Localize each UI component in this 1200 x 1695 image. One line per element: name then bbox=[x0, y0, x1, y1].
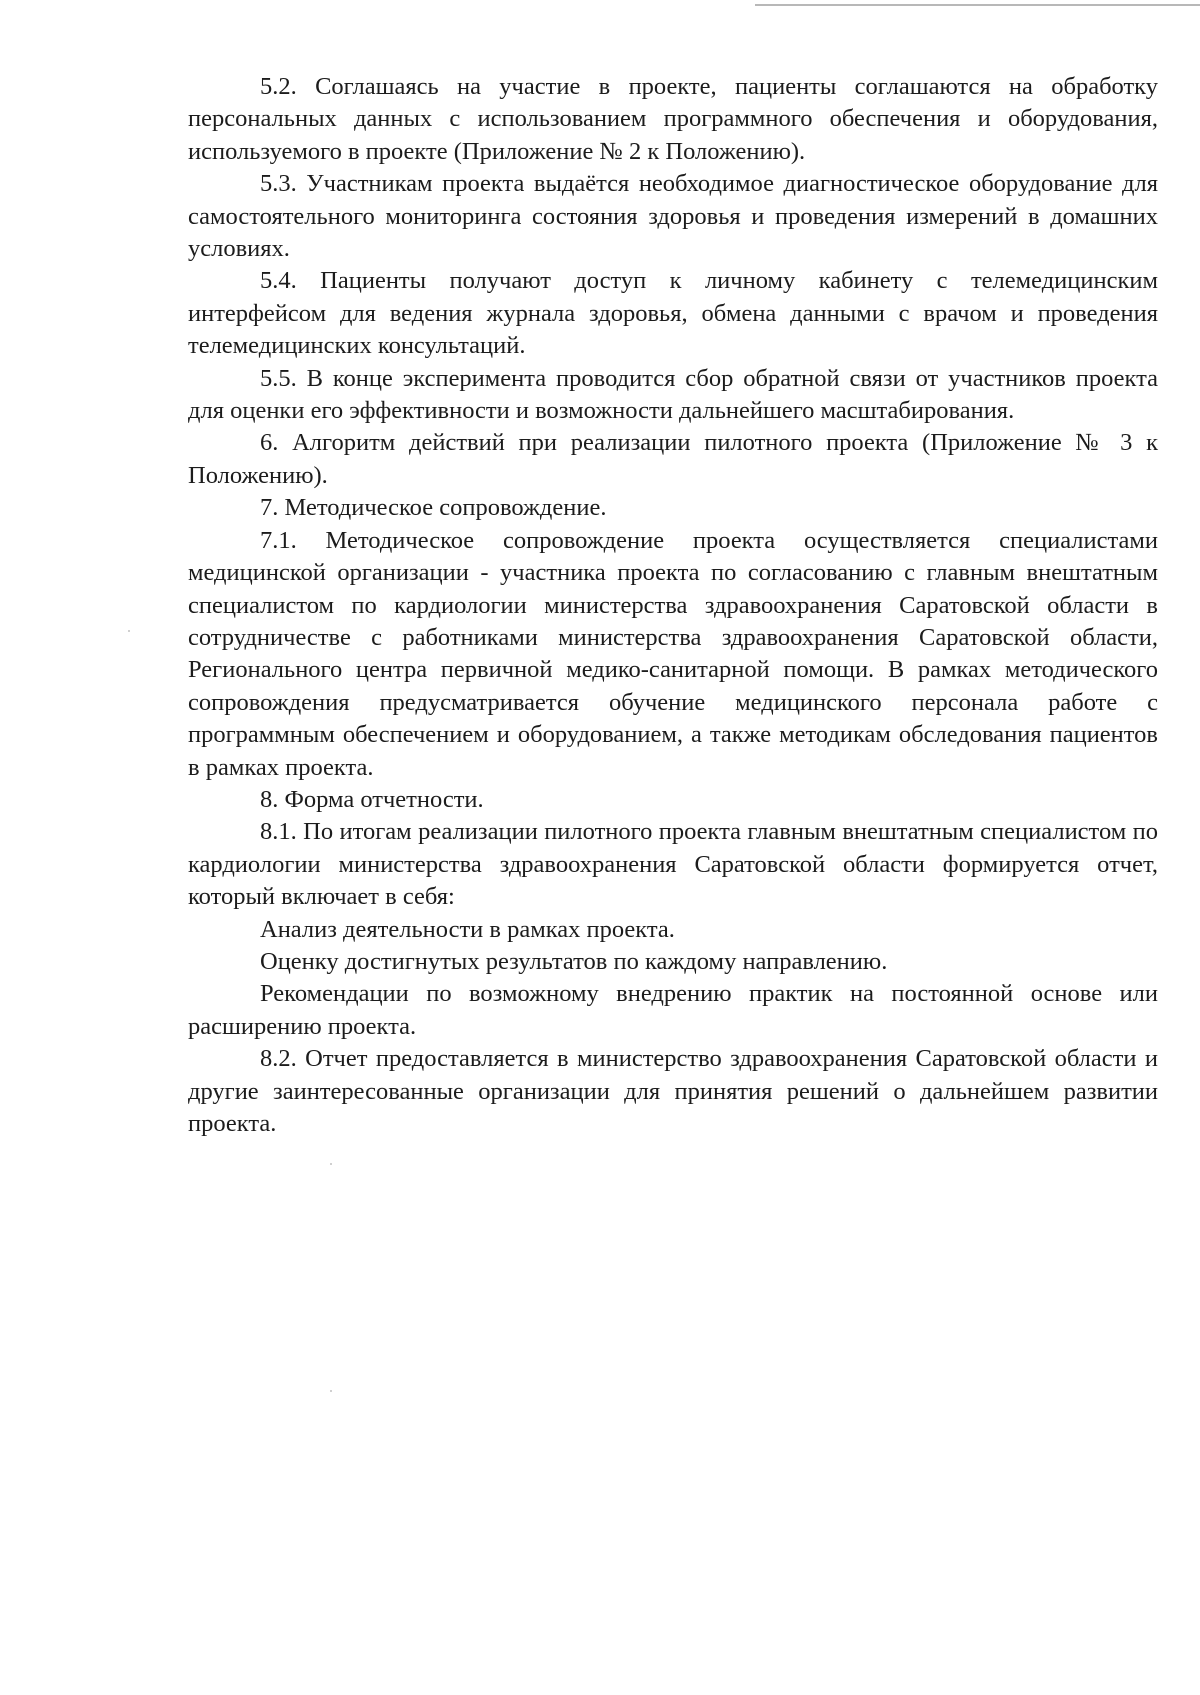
paragraph-5-4: 5.4. Пациенты получают доступ к личному кабинету с телемедицинским интерфейсом для ведения журнала здоровья, обмена данными с врачом и проведения телемедицинских консультаций. bbox=[188, 267, 1158, 360]
report-item-analysis: Анализ деятельности в рамках проекта. bbox=[260, 915, 675, 943]
paragraph-5-3: 5.3. Участникам проекта выдаётся необходимое диагностическое оборудование для самостоятельного мониторинга состояния здоровья и проведения измерений в домашних условиях. bbox=[188, 170, 1158, 263]
paragraph-5-2: 5.2. Соглашаясь на участие в проекте, пациенты соглашаются на обработку персональных данных с использованием программного обеспечения и оборудования, используемого в проекте (Приложение № 2 к Положению). bbox=[188, 73, 1158, 165]
paragraph-5-5: 5.5. В конце эксперимента проводится сбор обратной связи от участников проекта для оценки его эффективности и возможности дальнейшего масштабирования. bbox=[188, 364, 1158, 425]
report-item-results: Оценку достигнутых результатов по каждому направлению. bbox=[260, 947, 888, 975]
heading-7: 7. Методическое сопровождение. bbox=[260, 494, 607, 522]
document-body bbox=[188, 71, 1158, 1140]
paragraph-8-2: 8.2. Отчет предоставляется в министерство здравоохранения Саратовской области и другие заинтересованные организации для принятия решений о дальнейшем развитии проекта. bbox=[188, 1045, 1158, 1137]
scan-artifact-dot bbox=[330, 1390, 332, 1392]
scan-artifact-line bbox=[755, 4, 1200, 6]
paragraph-7-1: 7.1. Методическое сопровождение проекта осуществляется специалистами медицинской организации - участника проекта по согласованию с главным внештатным специалистом по кардиологии министерства здравоохранения Саратовской области в сотрудничестве с работниками министерства здравоохранения Саратовской области, Регионального центра первичной медико-санитарной помощи. В рамках методического сопровождения предусматривается обучение медицинского персонала работе с программным обеспечением и оборудованием, а также методикам обследования пациентов в рамках проекта. bbox=[188, 526, 1158, 781]
scan-artifact-dot bbox=[330, 1163, 332, 1165]
scan-artifact-dot bbox=[128, 630, 130, 632]
report-item-recommendations: Рекомендации по возможному внедрению практик на постоянной основе или расширению проекта. bbox=[188, 980, 1158, 1040]
paragraph-6: 6. Алгоритм действий при реализации пилотного проекта (Приложение № 3 к Положению). bbox=[188, 429, 1158, 489]
heading-8: 8. Форма отчетности. bbox=[260, 785, 484, 813]
paragraph-8-1: 8.1. По итогам реализации пилотного проекта главным внештатным специалистом по кардиологии министерства здравоохранения Саратовской области формируется отчет, который включает в себя: bbox=[188, 818, 1158, 911]
